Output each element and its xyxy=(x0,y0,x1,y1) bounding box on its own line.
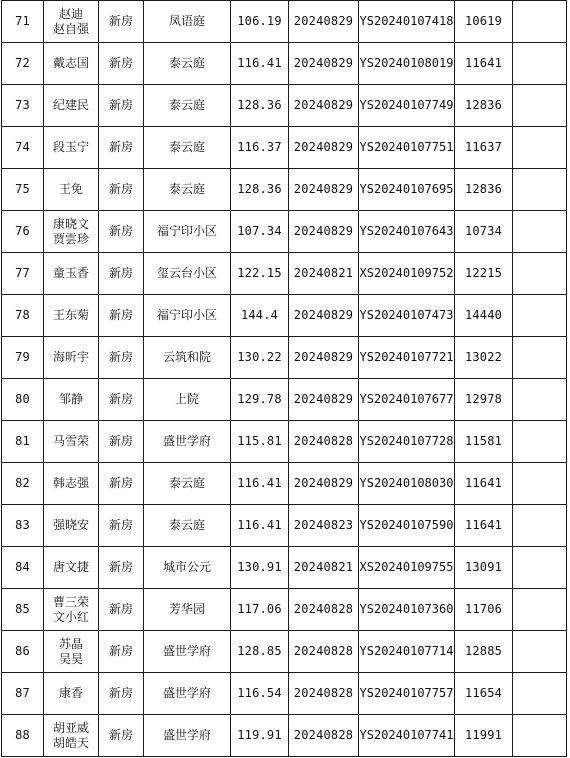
date-cell: 20240828 xyxy=(289,715,359,757)
remark-cell xyxy=(513,589,567,631)
house-type-cell: 新房 xyxy=(99,673,144,715)
applicant-name-cell xyxy=(44,505,99,547)
project-name-cell: 泰云庭 xyxy=(144,169,231,211)
row-number-cell: 75 xyxy=(2,169,44,211)
table-row xyxy=(2,421,567,463)
area-cell: 116.41 xyxy=(231,43,289,85)
row-number-cell: 80 xyxy=(2,379,44,421)
applicant-name: 王东菊 xyxy=(52,308,89,322)
house-type-cell: 新房 xyxy=(99,715,144,757)
project-name-cell: 泰云庭 xyxy=(144,505,231,547)
amount-cell: 11641 xyxy=(455,505,513,547)
area-cell: 115.81 xyxy=(231,421,289,463)
applicant-name: 韩志强 xyxy=(52,476,89,490)
contract-number-cell: YS20240107677 xyxy=(359,379,455,421)
applicant-name: 赵迪 xyxy=(58,6,83,21)
area-cell: 106.19 xyxy=(231,1,289,43)
remark-cell xyxy=(513,631,567,673)
project-name-cell: 盛世学府 xyxy=(144,631,231,673)
applicant-name: 曹三荣 xyxy=(52,594,89,609)
house-type-cell: 新房 xyxy=(99,421,144,463)
applicant-name-cell xyxy=(44,1,99,43)
applicant-name: 赵自强 xyxy=(52,21,89,36)
amount-cell: 11581 xyxy=(455,421,513,463)
table-row xyxy=(2,211,567,253)
date-cell: 20240829 xyxy=(289,85,359,127)
table-row xyxy=(2,463,567,505)
area-cell: 144.4 xyxy=(231,295,289,337)
amount-cell: 10619 xyxy=(455,1,513,43)
house-type-cell: 新房 xyxy=(99,589,144,631)
contract-number-cell: YS20240108030 xyxy=(359,463,455,505)
project-name-cell: 泰云庭 xyxy=(144,463,231,505)
remark-cell xyxy=(513,463,567,505)
table-row xyxy=(2,127,567,169)
date-cell: 20240828 xyxy=(289,673,359,715)
table-row xyxy=(2,85,567,127)
applicant-name: 康香 xyxy=(58,686,83,700)
area-cell: 116.54 xyxy=(231,673,289,715)
row-number-cell: 71 xyxy=(2,1,44,43)
remark-cell xyxy=(513,505,567,547)
project-name-cell: 盛世学府 xyxy=(144,421,231,463)
project-name-cell: 福宁印小区 xyxy=(144,211,231,253)
project-name-cell: 福宁印小区 xyxy=(144,295,231,337)
date-cell: 20240823 xyxy=(289,505,359,547)
applicant-name: 胡亚威 xyxy=(52,720,89,735)
house-type-cell: 新房 xyxy=(99,1,144,43)
applicant-name-cell xyxy=(44,169,99,211)
contract-number-cell: YS20240107728 xyxy=(359,421,455,463)
area-cell: 130.91 xyxy=(231,547,289,589)
area-cell: 119.91 xyxy=(231,715,289,757)
amount-cell: 12215 xyxy=(455,253,513,295)
amount-cell: 11706 xyxy=(455,589,513,631)
date-cell: 20240829 xyxy=(289,127,359,169)
applicant-name-cell xyxy=(44,43,99,85)
date-cell: 20240829 xyxy=(289,43,359,85)
applicant-name-cell xyxy=(44,211,99,253)
house-type-cell: 新房 xyxy=(99,631,144,673)
house-type-cell: 新房 xyxy=(99,211,144,253)
area-cell: 117.06 xyxy=(231,589,289,631)
applicant-name: 马雪荣 xyxy=(52,434,89,448)
date-cell: 20240829 xyxy=(289,169,359,211)
amount-cell: 13091 xyxy=(455,547,513,589)
row-number-cell: 82 xyxy=(2,463,44,505)
project-name-cell: 盛世学府 xyxy=(144,715,231,757)
row-number-cell: 72 xyxy=(2,43,44,85)
date-cell: 20240829 xyxy=(289,337,359,379)
area-cell: 122.15 xyxy=(231,253,289,295)
applicant-name-cell xyxy=(44,589,99,631)
table-row xyxy=(2,631,567,673)
contract-number-cell: YS20240107360 xyxy=(359,589,455,631)
contract-number-cell: YS20240107473 xyxy=(359,295,455,337)
remark-cell xyxy=(513,85,567,127)
row-number-cell: 83 xyxy=(2,505,44,547)
remark-cell xyxy=(513,337,567,379)
contract-number-cell: YS20240107418 xyxy=(359,1,455,43)
applicant-name-cell xyxy=(44,85,99,127)
area-cell: 116.41 xyxy=(231,505,289,547)
area-cell: 128.36 xyxy=(231,169,289,211)
applicant-name-cell xyxy=(44,295,99,337)
house-type-cell: 新房 xyxy=(99,505,144,547)
amount-cell: 12885 xyxy=(455,631,513,673)
amount-cell: 11991 xyxy=(455,715,513,757)
area-cell: 116.41 xyxy=(231,463,289,505)
project-name-cell: 上院 xyxy=(144,379,231,421)
date-cell: 20240829 xyxy=(289,379,359,421)
applicant-name: 王免 xyxy=(58,182,83,196)
house-type-cell: 新房 xyxy=(99,547,144,589)
row-number-cell: 81 xyxy=(2,421,44,463)
row-number-cell: 88 xyxy=(2,715,44,757)
date-cell: 20240828 xyxy=(289,631,359,673)
house-type-cell: 新房 xyxy=(99,379,144,421)
table-row xyxy=(2,547,567,589)
table-row xyxy=(2,337,567,379)
house-type-cell: 新房 xyxy=(99,295,144,337)
house-type-cell: 新房 xyxy=(99,85,144,127)
contract-number-cell: YS20240107749 xyxy=(359,85,455,127)
area-cell: 129.78 xyxy=(231,379,289,421)
remark-cell xyxy=(513,673,567,715)
date-cell: 20240828 xyxy=(289,589,359,631)
contract-number-cell: YS20240107714 xyxy=(359,631,455,673)
row-number-cell: 76 xyxy=(2,211,44,253)
house-type-cell: 新房 xyxy=(99,127,144,169)
amount-cell: 11637 xyxy=(455,127,513,169)
row-number-cell: 84 xyxy=(2,547,44,589)
table-row xyxy=(2,253,567,295)
applicant-name: 纪建民 xyxy=(52,98,89,112)
amount-cell: 12836 xyxy=(455,169,513,211)
area-cell: 130.22 xyxy=(231,337,289,379)
date-cell: 20240821 xyxy=(289,253,359,295)
applicant-name-cell xyxy=(44,421,99,463)
table-row xyxy=(2,715,567,757)
applicant-name: 童玉香 xyxy=(52,266,89,280)
applicant-name-cell xyxy=(44,127,99,169)
remark-cell xyxy=(513,253,567,295)
date-cell: 20240828 xyxy=(289,421,359,463)
amount-cell: 11654 xyxy=(455,673,513,715)
amount-cell: 12978 xyxy=(455,379,513,421)
applicant-name-cell xyxy=(44,463,99,505)
table-row xyxy=(2,295,567,337)
remark-cell xyxy=(513,211,567,253)
applicant-name-cell xyxy=(44,715,99,757)
table-row xyxy=(2,379,567,421)
table-row xyxy=(2,589,567,631)
remark-cell xyxy=(513,127,567,169)
date-cell: 20240829 xyxy=(289,1,359,43)
remark-cell xyxy=(513,547,567,589)
applicant-name: 戴志国 xyxy=(52,56,89,70)
applicant-name: 海昕宇 xyxy=(52,350,89,364)
table-row xyxy=(2,505,567,547)
area-cell: 128.85 xyxy=(231,631,289,673)
contract-number-cell: YS20240107741 xyxy=(359,715,455,757)
applicant-name: 强晓安 xyxy=(52,518,89,532)
house-type-cell: 新房 xyxy=(99,169,144,211)
row-number-cell: 77 xyxy=(2,253,44,295)
area-cell: 107.34 xyxy=(231,211,289,253)
project-name-cell: 盛世学府 xyxy=(144,673,231,715)
project-name-cell: 泰云庭 xyxy=(144,43,231,85)
amount-cell: 13022 xyxy=(455,337,513,379)
applicant-name: 邹静 xyxy=(58,392,83,406)
amount-cell: 10734 xyxy=(455,211,513,253)
remark-cell xyxy=(513,43,567,85)
house-type-cell: 新房 xyxy=(99,43,144,85)
contract-number-cell: YS20240107757 xyxy=(359,673,455,715)
date-cell: 20240821 xyxy=(289,547,359,589)
project-name-cell: 泰云庭 xyxy=(144,85,231,127)
applicant-name: 段玉宁 xyxy=(52,140,89,154)
remark-cell xyxy=(513,379,567,421)
applicant-name-cell xyxy=(44,631,99,673)
date-cell: 20240829 xyxy=(289,295,359,337)
date-cell: 20240829 xyxy=(289,211,359,253)
area-cell: 116.37 xyxy=(231,127,289,169)
project-name-cell: 玺云台小区 xyxy=(144,253,231,295)
amount-cell: 11641 xyxy=(455,43,513,85)
applicant-name: 吴昊 xyxy=(58,651,83,666)
project-name-cell: 泰云庭 xyxy=(144,127,231,169)
applicant-name-cell xyxy=(44,547,99,589)
project-name-cell: 凤语庭 xyxy=(144,1,231,43)
contract-number-cell: YS20240108019 xyxy=(359,43,455,85)
contract-number-cell: YS20240107751 xyxy=(359,127,455,169)
applicant-name: 贾雲珍 xyxy=(52,231,89,246)
row-number-cell: 85 xyxy=(2,589,44,631)
applicant-name: 苏晶 xyxy=(58,636,83,651)
applicant-name: 唐文捷 xyxy=(52,560,89,574)
applicant-name: 胡皓天 xyxy=(52,735,89,750)
contract-number-cell: XS20240109755 xyxy=(359,547,455,589)
amount-cell: 12836 xyxy=(455,85,513,127)
subsidy-list-table xyxy=(1,0,567,757)
applicant-name: 康晓文 xyxy=(52,216,89,231)
table-row xyxy=(2,673,567,715)
applicant-name-cell xyxy=(44,673,99,715)
project-name-cell: 城市公元 xyxy=(144,547,231,589)
amount-cell: 11641 xyxy=(455,463,513,505)
row-number-cell: 78 xyxy=(2,295,44,337)
applicant-name: 文小红 xyxy=(52,609,89,624)
project-name-cell: 云筑和院 xyxy=(144,337,231,379)
remark-cell xyxy=(513,715,567,757)
amount-cell: 14440 xyxy=(455,295,513,337)
applicant-name-cell xyxy=(44,253,99,295)
remark-cell xyxy=(513,421,567,463)
date-cell: 20240829 xyxy=(289,463,359,505)
row-number-cell: 73 xyxy=(2,85,44,127)
applicant-name-cell xyxy=(44,379,99,421)
remark-cell xyxy=(513,295,567,337)
row-number-cell: 86 xyxy=(2,631,44,673)
house-type-cell: 新房 xyxy=(99,463,144,505)
house-type-cell: 新房 xyxy=(99,253,144,295)
table-row xyxy=(2,43,567,85)
contract-number-cell: YS20240107695 xyxy=(359,169,455,211)
applicant-name-cell xyxy=(44,337,99,379)
contract-number-cell: YS20240107721 xyxy=(359,337,455,379)
remark-cell xyxy=(513,1,567,43)
house-type-cell: 新房 xyxy=(99,337,144,379)
area-cell: 128.36 xyxy=(231,85,289,127)
row-number-cell: 87 xyxy=(2,673,44,715)
table-row xyxy=(2,1,567,43)
remark-cell xyxy=(513,169,567,211)
row-number-cell: 79 xyxy=(2,337,44,379)
project-name-cell: 芳华园 xyxy=(144,589,231,631)
contract-number-cell: YS20240107643 xyxy=(359,211,455,253)
row-number-cell: 74 xyxy=(2,127,44,169)
contract-number-cell: YS20240107590 xyxy=(359,505,455,547)
contract-number-cell: XS20240109752 xyxy=(359,253,455,295)
table-row xyxy=(2,169,567,211)
